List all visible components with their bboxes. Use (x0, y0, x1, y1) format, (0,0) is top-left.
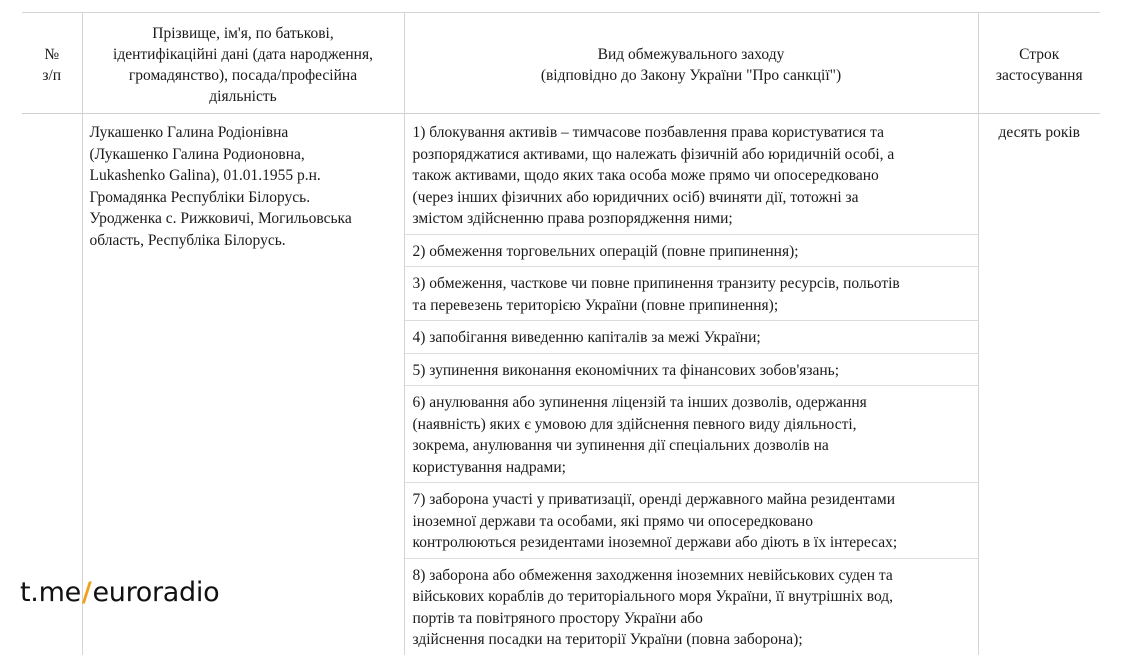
table-header-row (22, 13, 1100, 114)
header-person (82, 13, 404, 114)
measure-line: 7) заборона участі у приватизації, оренді державного майна резидентами (412, 491, 895, 508)
cell-person (82, 114, 404, 655)
header-number-line: № (44, 46, 60, 63)
measure-line: 2) обмеження торговельних операцій (повне припинення); (412, 242, 799, 260)
header-person-line: громадянство), посада/професійна (128, 67, 358, 84)
measure-line: 4) запобігання виведенню капіталів за межі України; (412, 329, 761, 346)
header-measure-line: Вид обмежувального заходу (597, 46, 785, 63)
person-line: Lukashenko Galina), 01.01.1955 р.н. (89, 167, 321, 184)
header-term (978, 13, 1100, 114)
person-line: Громадянка Республіки Білорусь. (89, 188, 311, 206)
cell-number (22, 114, 82, 655)
sanctions-table (22, 12, 1100, 655)
measure-line: (через інших фізичних або юридичних осіб) вчиняти дії, тотожні за (412, 188, 859, 206)
measure-item-7 (405, 482, 978, 558)
measure-line: 3) обмеження, часткове чи повне припинення транзиту ресурсів, польотів (412, 275, 900, 292)
header-number (22, 13, 82, 114)
measure-line: зокрема, анулювання чи зупинення дії спеціальних дозволів на (412, 437, 829, 454)
header-number-line: з/п (42, 67, 62, 84)
measure-line: змістом здійсненню права розпорядження ними; (412, 210, 733, 227)
measure-item-1 (405, 114, 978, 234)
person-line: (Лукашенко Галина Родионовна, (89, 145, 305, 163)
measure-line: 6) анулювання або зупинення ліцензій та інших дозволів, одержання (412, 394, 867, 411)
measure-item-3 (405, 266, 978, 320)
measure-line: та перевезень територією України (повне припинення); (412, 296, 779, 314)
measure-line: військових кораблів до територіального моря України, її внутрішніх вод, (412, 588, 894, 605)
measure-line: користування надрами; (412, 458, 566, 476)
header-term-line: застосування (995, 67, 1083, 84)
watermark-slash: / (81, 577, 92, 608)
watermark-prefix: t.me (20, 577, 81, 608)
header-person-line: Прізвище, ім'я, по батькові, (152, 25, 334, 42)
measure-line: портів та повітряного простору України або (412, 609, 703, 627)
measure-item-5 (405, 353, 978, 386)
measure-item-8 (405, 558, 978, 655)
measure-line: контролюються резидентами іноземної держави або діють в їх інтересах; (412, 534, 898, 551)
header-term-line: Строк (1019, 46, 1060, 63)
measure-line: (наявність) яких є умовою для здійснення певного виду діяльності, (412, 415, 857, 433)
person-line: область, Республіка Білорусь. (89, 231, 286, 249)
measure-item-2 (405, 234, 978, 267)
measure-line: 5) зупинення виконання економічних та фінансових зобов'язань; (412, 361, 840, 379)
watermark-suffix: euroradio (92, 577, 220, 608)
table-row (22, 114, 1100, 655)
person-line: Уродженка с. Рижковичі, Могильовська (89, 210, 352, 227)
sanctions-document (22, 12, 1100, 655)
measure-line: розпоряджатися активами, що належать фізичній або юридичній особі, а (412, 145, 895, 163)
measure-item-6 (405, 385, 978, 482)
cell-measures (404, 114, 978, 655)
measure-line: 1) блокування активів – тимчасове позбавлення права користуватися та (412, 124, 884, 141)
measure-line: 8) заборона або обмеження заходження іноземних невійськових суден та (412, 566, 893, 584)
header-person-line: діяльність (209, 88, 277, 105)
cell-term: десять років (978, 114, 1100, 655)
euroradio-watermark (20, 577, 219, 608)
header-measure-line: (відповідно до Закону України "Про санкції") (540, 67, 842, 84)
person-line: Лукашенко Галина Родіонівна (89, 124, 289, 141)
measure-line: також активами, щодо яких така особа може прямо чи опосередковано (412, 167, 879, 184)
measure-line: іноземної держави та особами, які прямо чи опосередковано (412, 512, 813, 530)
header-person-line: ідентифікаційні дані (дата народження, (113, 46, 373, 63)
measure-item-4 (405, 320, 978, 353)
measure-line: здійснення посадки на території України (повна заборона); (412, 631, 803, 648)
header-measure (404, 13, 978, 114)
